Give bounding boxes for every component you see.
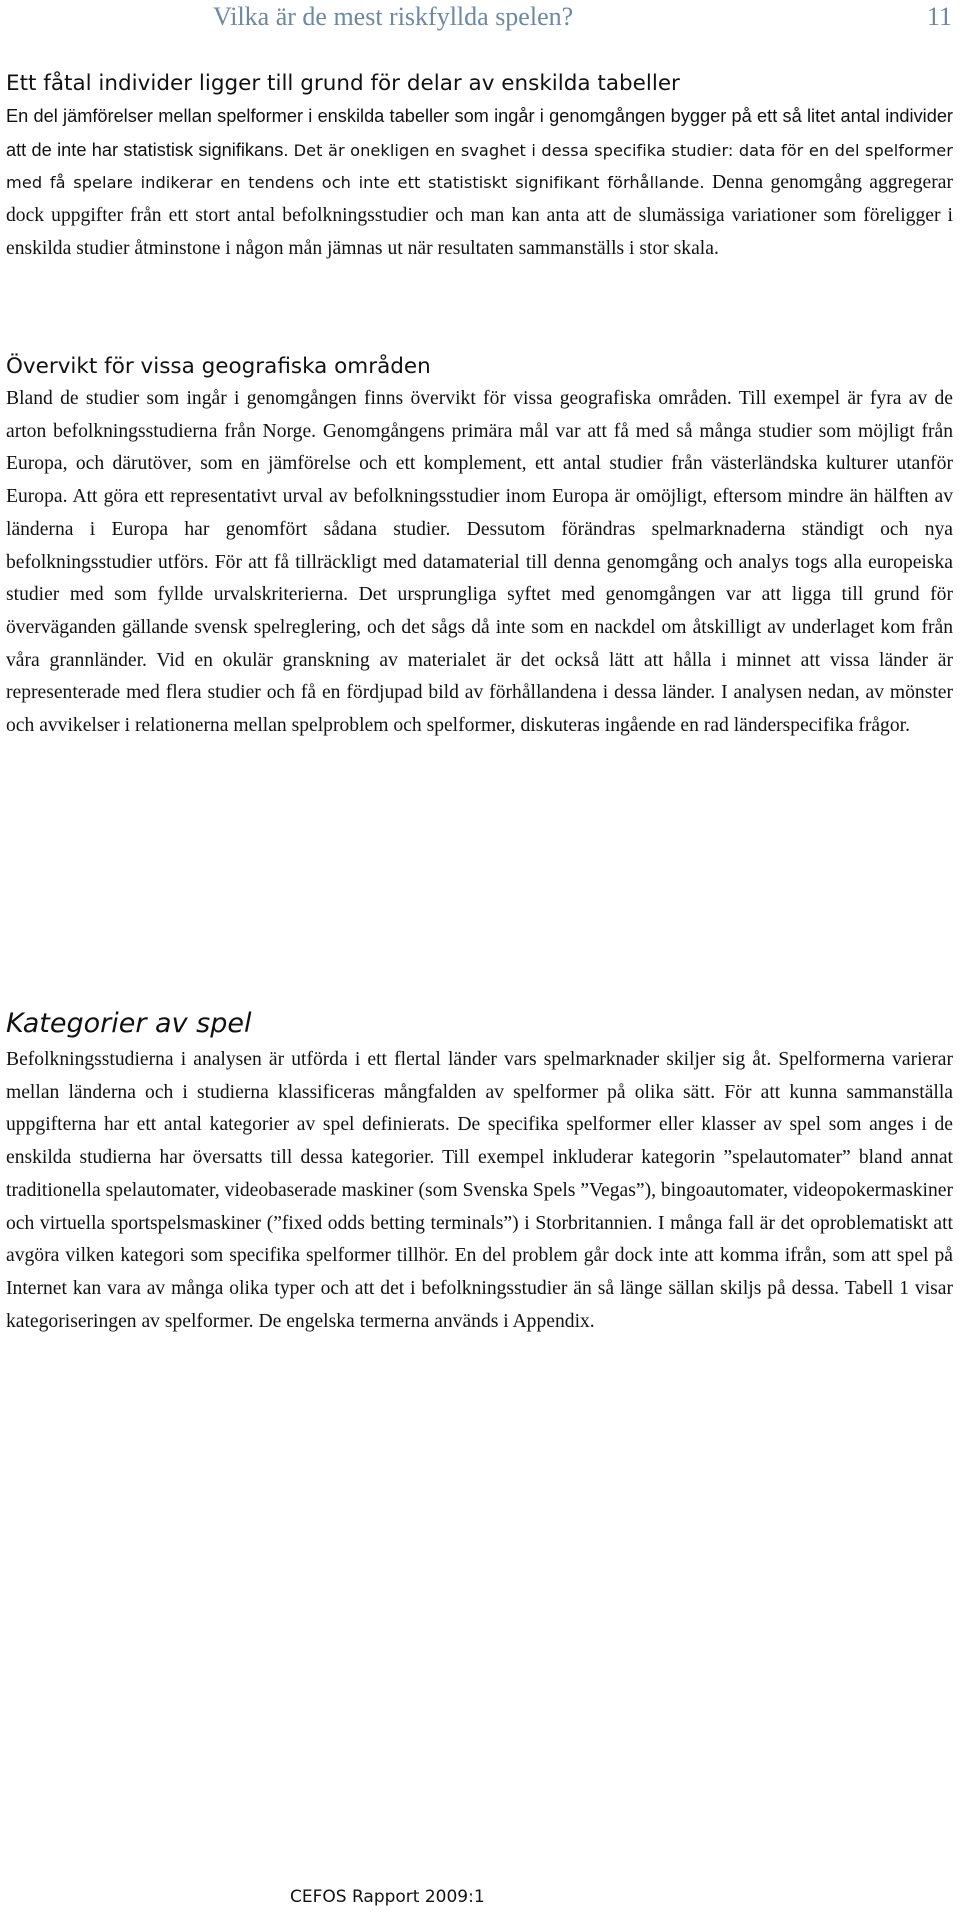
page-number: 11 <box>926 2 952 31</box>
paragraph-lead-text: En del jämförelser mellan spelformer i enskilda tabeller som ingår i genomgången bygger på ett så litet antal individer att de inte har statistisk signifikans. <box>6 106 953 160</box>
running-title: Vilka är de mest riskfyllda spelen? <box>213 2 574 31</box>
page-footer: CEFOS Rapport 2009:1 <box>290 1887 485 1907</box>
paragraph-middle-text: Det är onekligen en svaghet i dessa specifika studier: data för en del spelformer med få spelare indikerar en tendens och inte ett statistiskt signifikant förhållande. <box>6 140 954 193</box>
section-paragraph: Bland de studier som ingår i genomgången finns övervikt för vissa geografiska områden. Till exempel är fyra av de arton befolkningsstudierna från Norge. Genomgångens primära mål var att få med så många studier som möjligt från Europa, och därutöver, som en jämförelse och ett komplement, ett antal studier från västerländska kulturer utanför Europa. Att göra ett representativt urval av befolkningsstudier inom Europa är omöjligt, eftersom mindre än hälften av länderna i Europa har genomfört sådana studier. Dessutom förändras spelmarknaderna ständigt och nya befolkningsstudier utförs. För att få tillräckligt med datamaterial till denna genomgång och analys togs alla europeiska studier med som fyllde urvalskriterierna. Det ursprungliga syftet med genomgången var att ligga till grund för överväganden gällande svensk spelreglering, och det sågs då inte som en nackdel om åtskilligt av underlaget kom från våra grannländer. Vid en okulär granskning av materialet är det också lätt att hålla i minnet att vissa länder är representerade med flera studier och få en fördjupad bild av förhållandena i dessa länder. I analysen nedan, av mönster och avvikelser i relationerna mellan spelproblem och spelformer, diskuteras ingående en rad länderspecifika frågor. <box>6 388 953 737</box>
page-header <box>213 2 952 34</box>
section-heading: Övervikt för vissa geografiska områden <box>6 354 431 379</box>
section-heading: Kategorier av spel <box>6 1008 252 1039</box>
section-small-samples <box>6 68 953 266</box>
paragraph-tail-text: Denna genomgång aggregerar dock uppgifter från ett stort antal befolkningsstudier och man kan anta att de slumässiga variationer som föreligger i enskilda studier åtminstone i någon mån jämnas ut när resultaten sammanställs i stor skala. <box>6 172 953 259</box>
section-geographic-overweight <box>6 351 953 743</box>
section-game-categories <box>6 1004 953 1338</box>
section-paragraph <box>6 100 953 266</box>
section-paragraph: Befolkningsstudierna i analysen är utförda i ett flertal länder vars spelmarknader skiljer sig åt. Spelformerna varierar mellan länderna och i studierna klassificeras mångfalden av spelformer på olika sätt. För att kunna sammanställa uppgifterna har ett antal kategorier av spel definierats. De specifika spelformer eller klasser av spel som anges i de enskilda studierna har översatts till dessa kategorier. Till exempel inkluderar kategorin ”spelautomater” bland annat traditionella spelautomater, videobaserade maskiner (som Svenska Spels ”Vegas”), bingoautomater, videopokermaskiner och virtuella sportspelsmaskiner (”fixed odds betting terminals”) i Storbritannien. I många fall är det oproblematiskt att avgöra vilken kategori som specifika spelformer tillhör. En del problem går dock inte att komma ifrån, som att spel på Internet kan vara av många olika typer och att det i befolkningsstudier än så länge sällan skiljs på dessa. Tabell 1 visar kategoriseringen av spelformer. De engelska termerna används i Appendix. <box>6 1049 953 1332</box>
section-heading: Ett fåtal individer ligger till grund för delar av enskilda tabeller <box>6 71 680 96</box>
